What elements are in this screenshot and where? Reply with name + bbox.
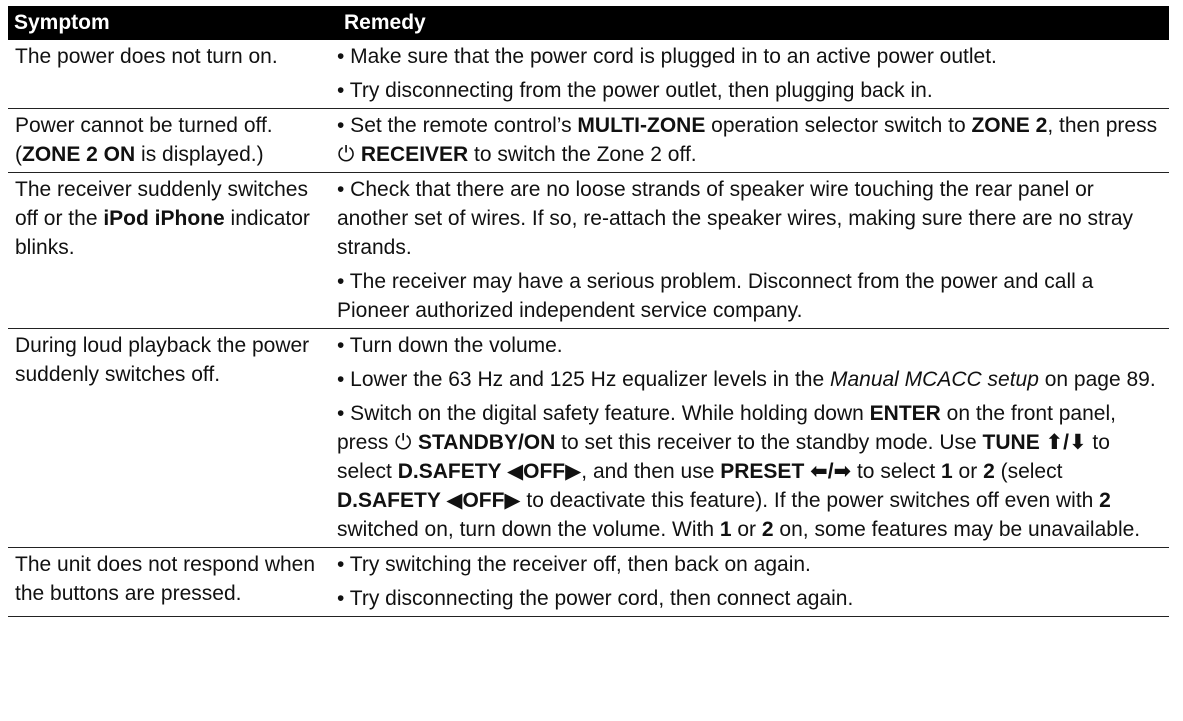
text: The receiver suddenly switches off or the: [15, 178, 308, 230]
bold-text: PRESET ⬅/➡: [720, 460, 852, 483]
table-row: [8, 173, 1169, 329]
remedy-header: Remedy: [344, 11, 426, 34]
text: to switch the Zone 2 off.: [468, 143, 697, 166]
text: • Lower the 63 Hz and 125 Hz equalizer levels in the: [337, 368, 830, 391]
text: on page 89.: [1038, 368, 1156, 391]
bold-text: 1: [719, 518, 732, 541]
bold-text: D.SAFETY ◀OFF▶: [337, 489, 521, 512]
symptom-cell: The unit does not respond when the buttons are pressed.: [15, 553, 316, 605]
remedy-item: [337, 399, 1163, 544]
symptom-cell: During loud playback the power suddenly switches off.: [15, 334, 310, 386]
symptom-line: [15, 140, 328, 169]
troubleshooting-table: [8, 6, 1169, 617]
remedy-cell: [332, 109, 1169, 172]
symptom-header: Symptom: [14, 11, 110, 34]
text: • Switch on the digital safety feature. While holding down: [337, 402, 870, 425]
bold-text: MULTI-ZONE: [577, 114, 706, 137]
text: indicator blinks.: [15, 207, 310, 259]
remedy-cell: [332, 329, 1169, 547]
remedy-cell: [332, 40, 1169, 108]
text: on the front panel, press: [337, 402, 1116, 454]
bold-text: RECEIVER: [360, 143, 469, 166]
bold-text: ZONE 2 ON: [22, 143, 136, 166]
table-row: [8, 40, 1169, 109]
text: to select: [851, 460, 942, 483]
remedy-item: • Check that there are no loose strands of speaker wire touching the rear panel or another set of wires. If so, re-attach the speaker wires, making sure there are no stray strands.: [337, 178, 1134, 259]
bold-text: 2: [761, 518, 774, 541]
remedy-item: • Make sure that the power cord is plugged in to an active power outlet.: [337, 45, 997, 68]
text: , and then use: [581, 460, 721, 483]
symptom-cell: [8, 109, 332, 172]
text: to deactivate this feature). If the power switches off even with: [520, 489, 1100, 512]
table-header: [8, 6, 1169, 40]
remedy-cell: [332, 548, 1169, 616]
remedy-item: [337, 111, 1163, 169]
bold-text: 1: [941, 460, 953, 483]
remedy-item: • Try switching the receiver off, then back on again.: [337, 553, 811, 576]
text: operation selector switch to: [705, 114, 972, 137]
symptom-line: Power cannot be turned off.: [15, 114, 273, 137]
remedy-cell: [332, 173, 1169, 328]
text: , then press: [1047, 114, 1158, 137]
table-row: [8, 548, 1169, 617]
remedy-item: [337, 365, 1163, 394]
text: to set this receiver to the standby mode. Use: [555, 431, 983, 454]
bold-text: iPod iPhone: [103, 207, 225, 230]
power-icon: ⏻: [337, 143, 355, 166]
symptom-cell: The power does not turn on.: [15, 45, 278, 68]
text: to select: [337, 431, 1110, 483]
bold-text: STANDBY/ON: [418, 431, 556, 454]
text: (select: [994, 460, 1063, 483]
italic-text: Manual MCACC setup: [829, 368, 1039, 391]
text: switched on, turn down the volume. With: [337, 518, 720, 541]
text: (: [15, 143, 22, 166]
table-row: [8, 109, 1169, 173]
remedy-item: • The receiver may have a serious problem. Disconnect from the power and call a Pioneer authorized independent service company.: [337, 270, 1094, 322]
text: on, some features may be unavailable.: [773, 518, 1141, 541]
remedy-item: • Try disconnecting from the power outlet, then plugging back in.: [337, 79, 933, 102]
text: or: [731, 518, 762, 541]
bold-text: ZONE 2: [971, 114, 1048, 137]
bold-text: 2: [983, 460, 995, 483]
bold-text: D.SAFETY ◀OFF▶: [397, 460, 582, 483]
text: • Set the remote control’s: [337, 114, 578, 137]
remedy-item: • Try disconnecting the power cord, then connect again.: [337, 587, 854, 610]
symptom-cell: [8, 173, 332, 328]
table-row: [8, 329, 1169, 548]
bold-text: ENTER: [869, 402, 941, 425]
text: or: [952, 460, 984, 483]
power-icon: ⏻: [394, 431, 412, 454]
bold-text: 2: [1099, 489, 1111, 512]
remedy-item: • Turn down the volume.: [337, 334, 563, 357]
bold-text: TUNE ⬆/⬇: [982, 431, 1087, 454]
text: is displayed.): [135, 143, 264, 166]
